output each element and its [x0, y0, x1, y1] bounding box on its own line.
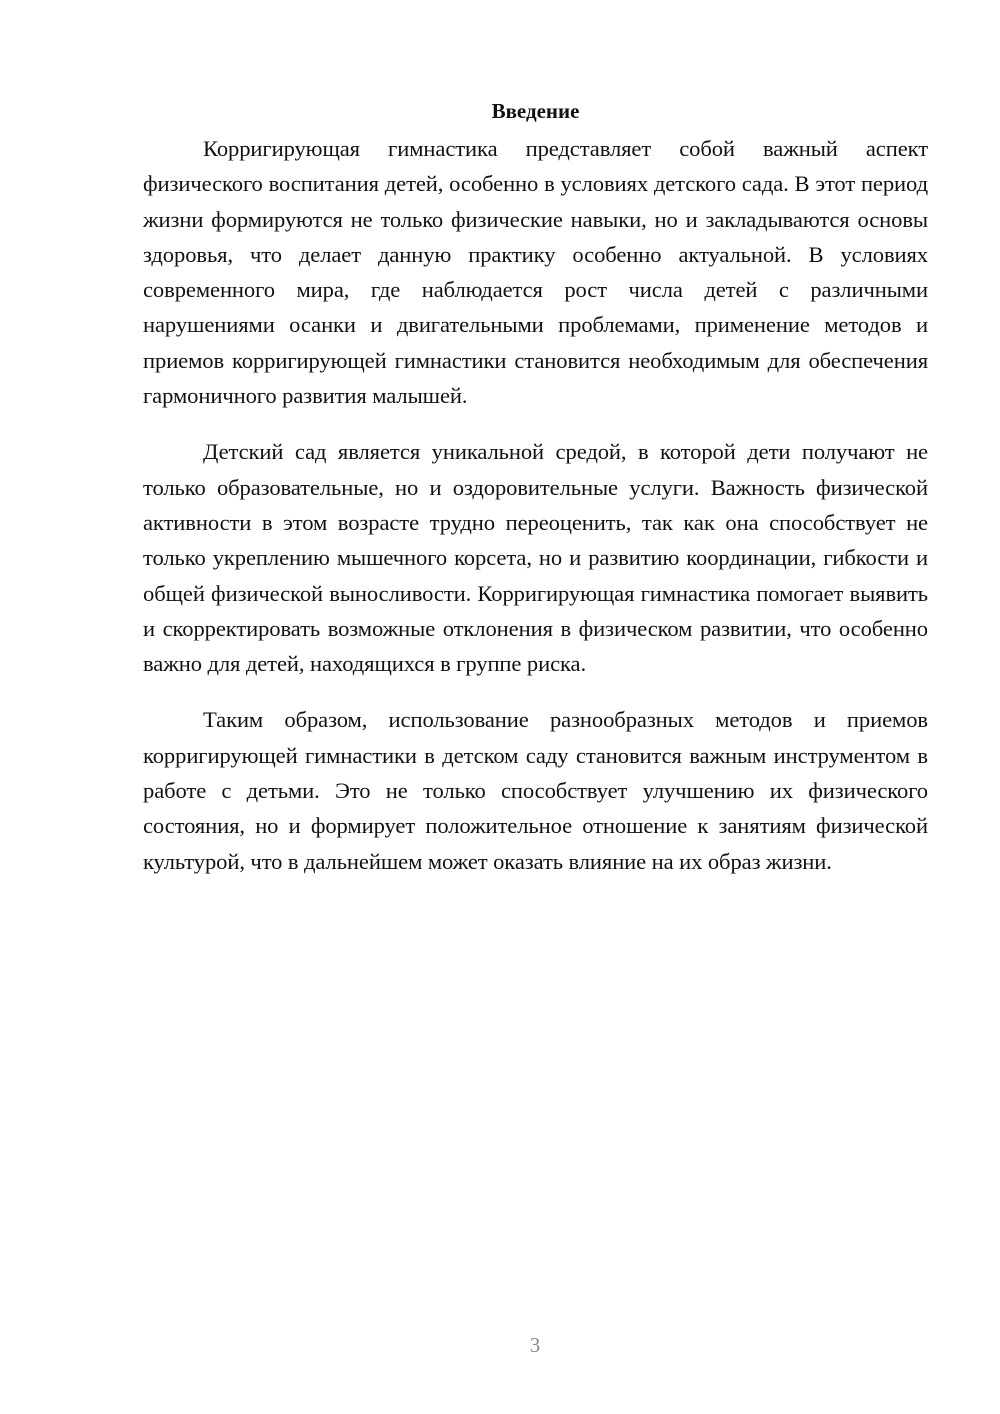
page-number: 3 [529, 1333, 541, 1357]
paragraph-2: Детский сад является уникальной средой, в которой дети получают не только образовательные, но и оздоровительные услуги. Важность физической активности в этом возрасте трудно переоценить, так как она способствует не только укреплению мышечного корсета, но и развитию координации, гибкости и общей физической выносливости. Корригирующая гимнастика помогает выявить и скорректировать возможные отклонения в физическом развитии, что особенно важно для детей, находящихся в группе риска. [143, 439, 928, 677]
section-heading: Введение [491, 99, 580, 123]
paragraph-1: Корригирующая гимнастика представляет собой важный аспект физического воспитания детей, особенно в условиях детского сада. В этот период жизни формируются не только физические навыки, но и закладываются основы здоровья, что делает данную практику особенно актуальной. В условиях современного мира, где наблюдается рост числа детей с различными нарушениями осанки и двигательными проблемами, применение методов и приемов корригирующей гимнастики становится необходимым для обеспечения гармоничного развития малышей. [143, 136, 928, 409]
document-body [143, 96, 928, 900]
paragraph-3: Таким образом, использование разнообразных методов и приемов корригирующей гимнастики в детском саду становится важным инструментом в работе с детьми. Это не только способствует улучшению их физического состояния, но и формирует положительное отношение к занятиям физической культурой, что в дальнейшем может оказать влияние на их образ жизни. [143, 707, 928, 874]
